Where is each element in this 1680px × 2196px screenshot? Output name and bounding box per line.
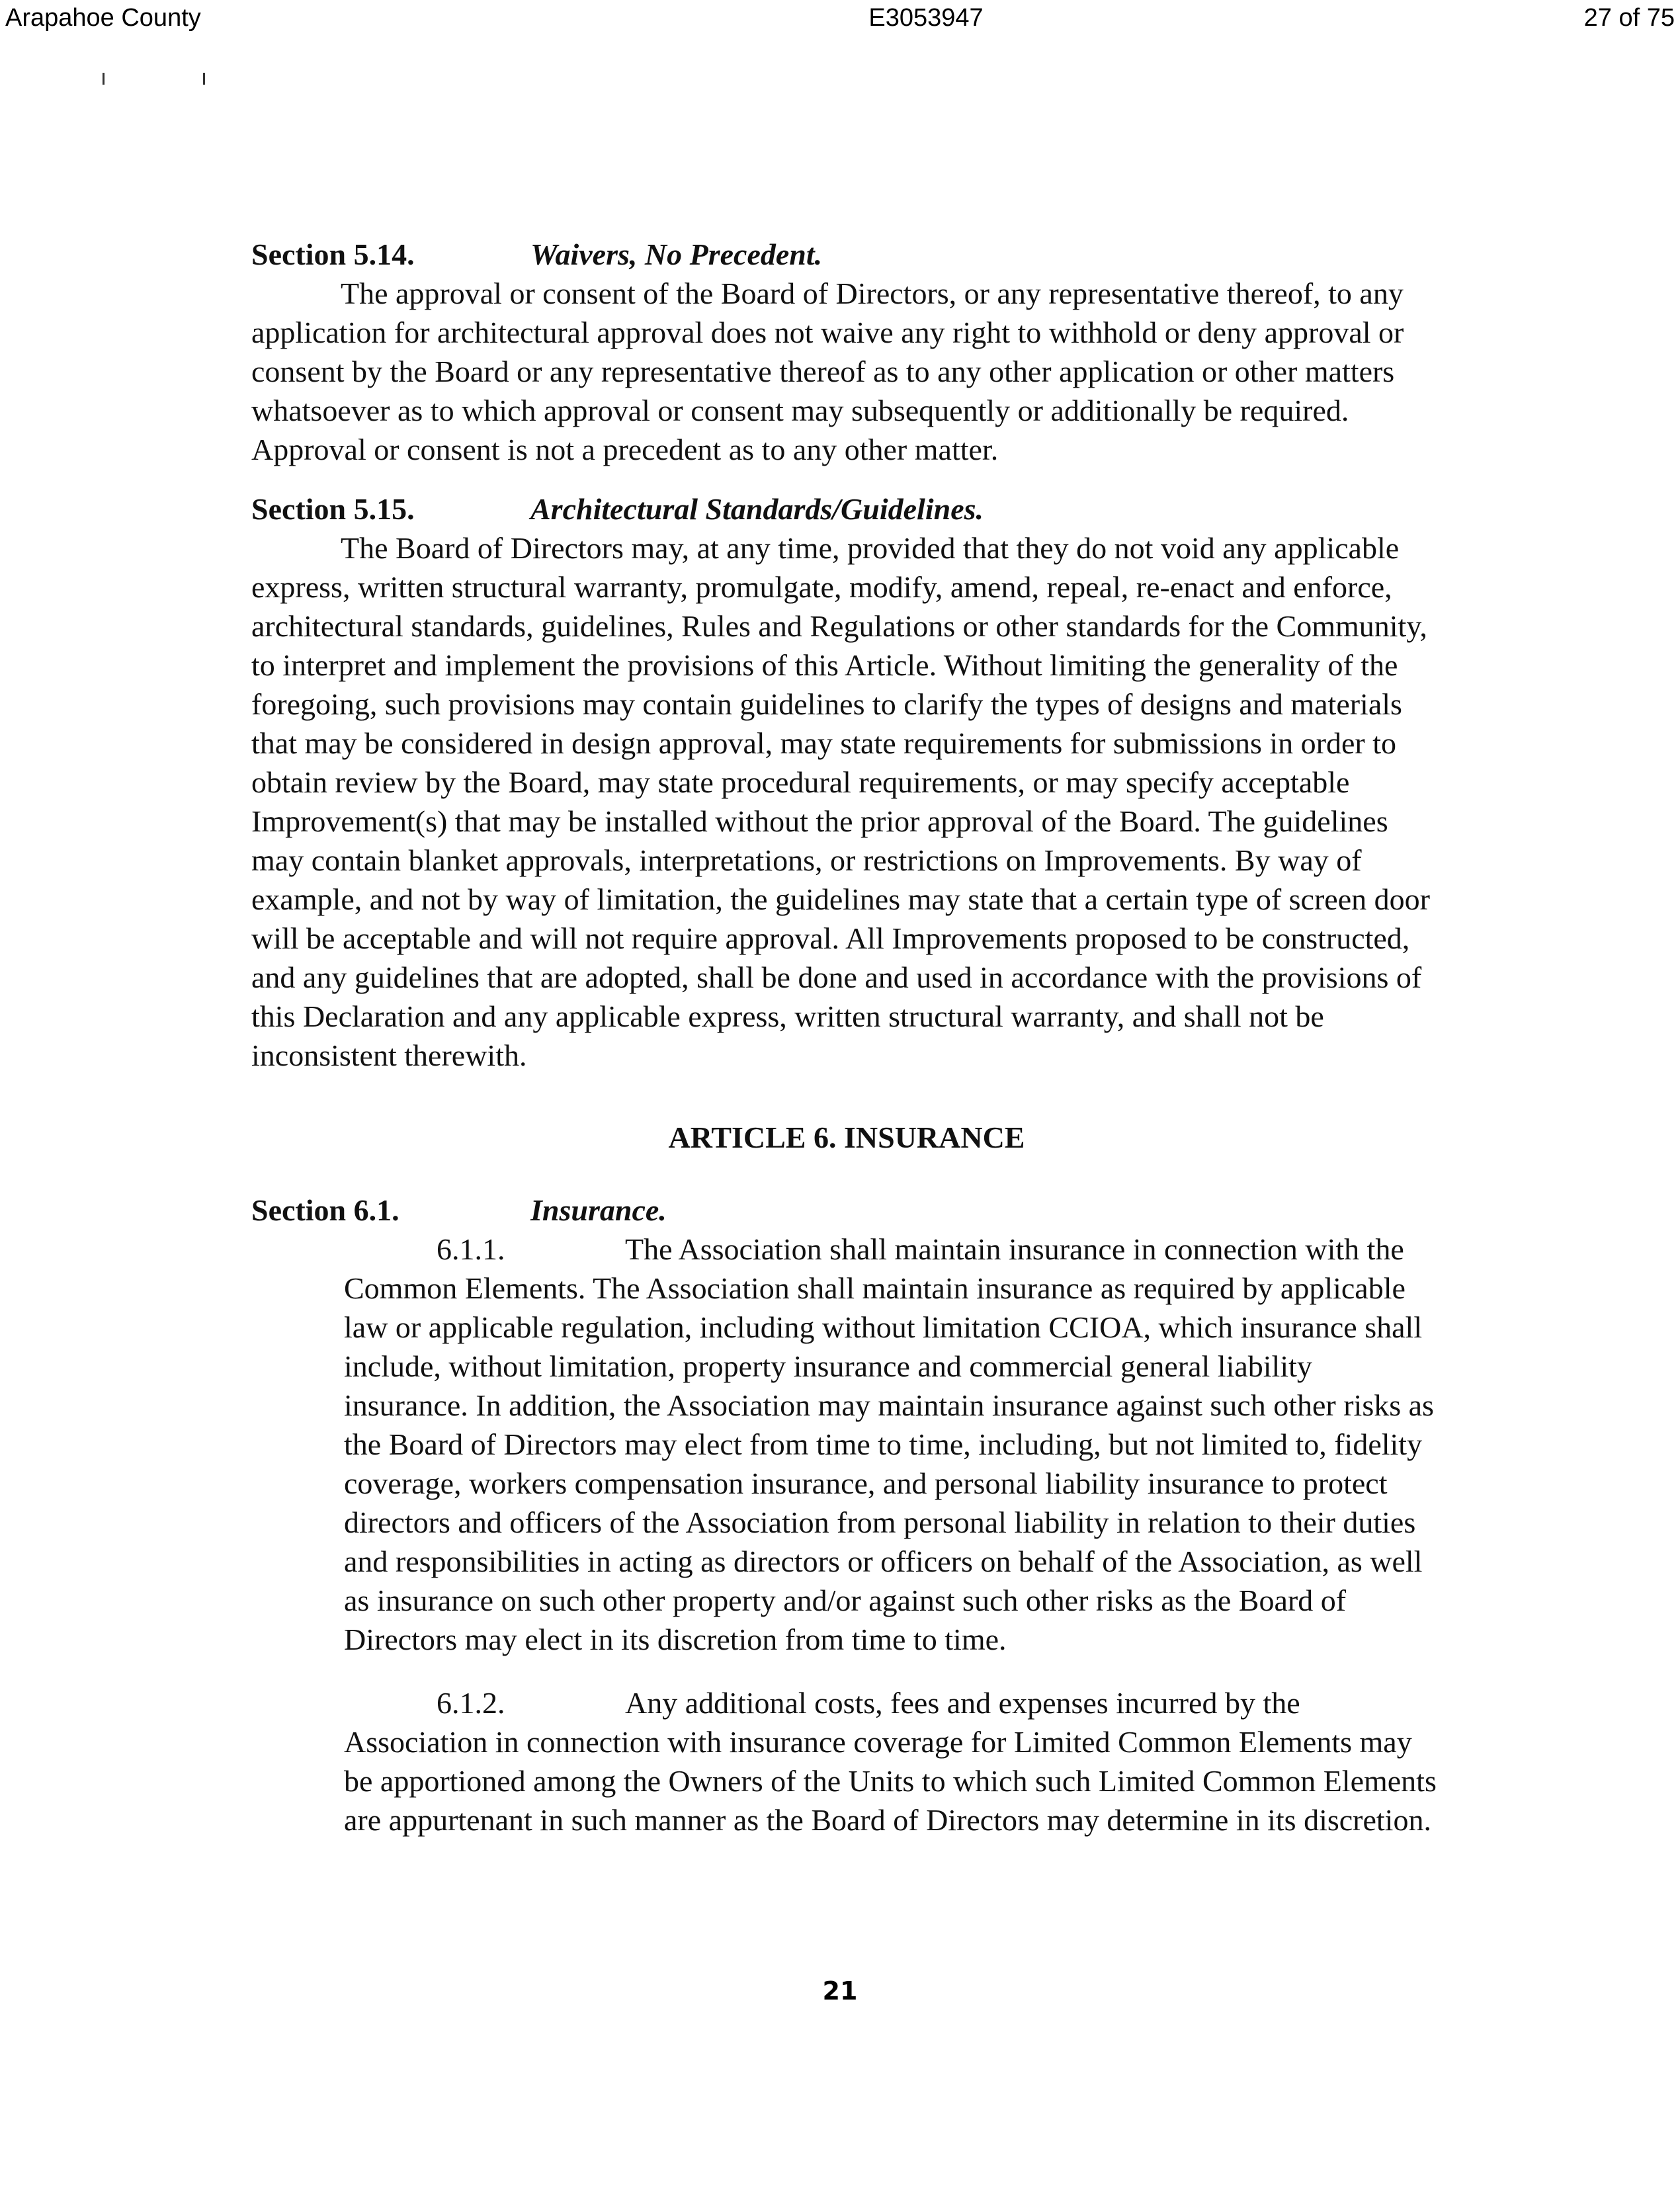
page-count: 27 of 75 bbox=[1583, 4, 1675, 32]
subsection-text: Any additional costs, fees and expenses incurred by the Association in connection with insurance coverage for Limited Common Elements may be apportioned among the Owners of the Units to which such Limited Common Elements are appurtenant in such manner as the Board of Directors may determine in its discretion. bbox=[344, 1686, 1437, 1837]
subsection-text: The Association shall maintain insurance in connection with the Common Elements. The Association shall maintain insurance as required by applicable law or applicable regulation, including without limitation CCIOA, which insurance shall include, without limitation, property insurance and commercial general liability insurance. In addition, the Association may maintain insurance against such other risks as the Board of Directors may elect from time to time, including, but not limited to, fidelity coverage, workers compensation insurance, and personal liability insurance to protect directors and officers of the Association from personal liability in relation to their duties and responsibilities in acting as directors or officers on behalf of the Association, as well as insurance on such other property and/or against such other risks as the Board of Directors may elect in its discretion from time to time. bbox=[344, 1232, 1434, 1656]
section-heading bbox=[251, 235, 1442, 274]
scan-mark bbox=[203, 73, 205, 85]
subsection-6-1-1 bbox=[344, 1230, 1442, 1659]
article-heading: ARTICLE 6. INSURANCE bbox=[668, 1120, 1025, 1154]
section-heading bbox=[251, 489, 1442, 528]
section-title: Architectural Standards/Guidelines. bbox=[530, 492, 984, 526]
section-paragraph: The Board of Directors may, at any time, provided that they do not void any applicable express, written structural warranty, promulgate, modify, amend, repeal, re-enact and enforce, architectural standards, guidelines, Rules and Regulations or other standards for the Community, to interpret and implement the provisions of this Article. Without limiting the generality of the foregoing, such provisions may contain guidelines to clarify the types of designs and materials that may be considered in design approval, may state requirements for submissions in order to obtain review by the Board, may state procedural requirements, or may specify acceptable Improvement(s) that may be installed without the prior approval of the Board. The guidelines may contain blanket approvals, interpretations, or restrictions on Improvements. By way of example, and not by way of limitation, the guidelines may state that a certain type of screen door will be acceptable and will not require approval. All Improvements proposed to be constructed, and any guidelines that are adopted, shall be done and used in accordance with the provisions of this Declaration and any applicable express, written structural warranty, and shall not be inconsistent therewith. bbox=[251, 531, 1430, 1072]
section-5-14 bbox=[251, 235, 1442, 469]
section-number: Section 5.15. bbox=[251, 492, 415, 526]
reception-number: E3053947 bbox=[868, 4, 984, 32]
section-number: Section 6.1. bbox=[251, 1193, 399, 1227]
page-number: 21 bbox=[822, 1976, 858, 2006]
subsection-number: 6.1.2. bbox=[437, 1686, 505, 1720]
scan-mark bbox=[103, 73, 105, 85]
section-title: Insurance. bbox=[530, 1193, 667, 1227]
section-6-1 bbox=[251, 1191, 1442, 1230]
subsection-paragraph bbox=[344, 1683, 1442, 1839]
section-number: Section 5.14. bbox=[251, 237, 415, 271]
section-paragraph: The approval or consent of the Board of Directors, or any representative thereof, to any application for architectural approval does not waive any right to withhold or deny approval or consent by the Board or any representative thereof as to any other application or other matters whatsoever as to which approval or consent may subsequently or additionally be required. Approval or consent is not a precedent as to any other matter. bbox=[251, 276, 1404, 466]
recorder-county: Arapahoe County bbox=[5, 4, 201, 32]
subsection-6-1-2 bbox=[344, 1683, 1442, 1839]
subsection-number: 6.1.1. bbox=[437, 1232, 505, 1266]
subsection-paragraph bbox=[344, 1230, 1442, 1659]
section-5-15 bbox=[251, 489, 1442, 1075]
section-heading bbox=[251, 1191, 1442, 1230]
section-title: Waivers, No Precedent. bbox=[530, 237, 823, 271]
